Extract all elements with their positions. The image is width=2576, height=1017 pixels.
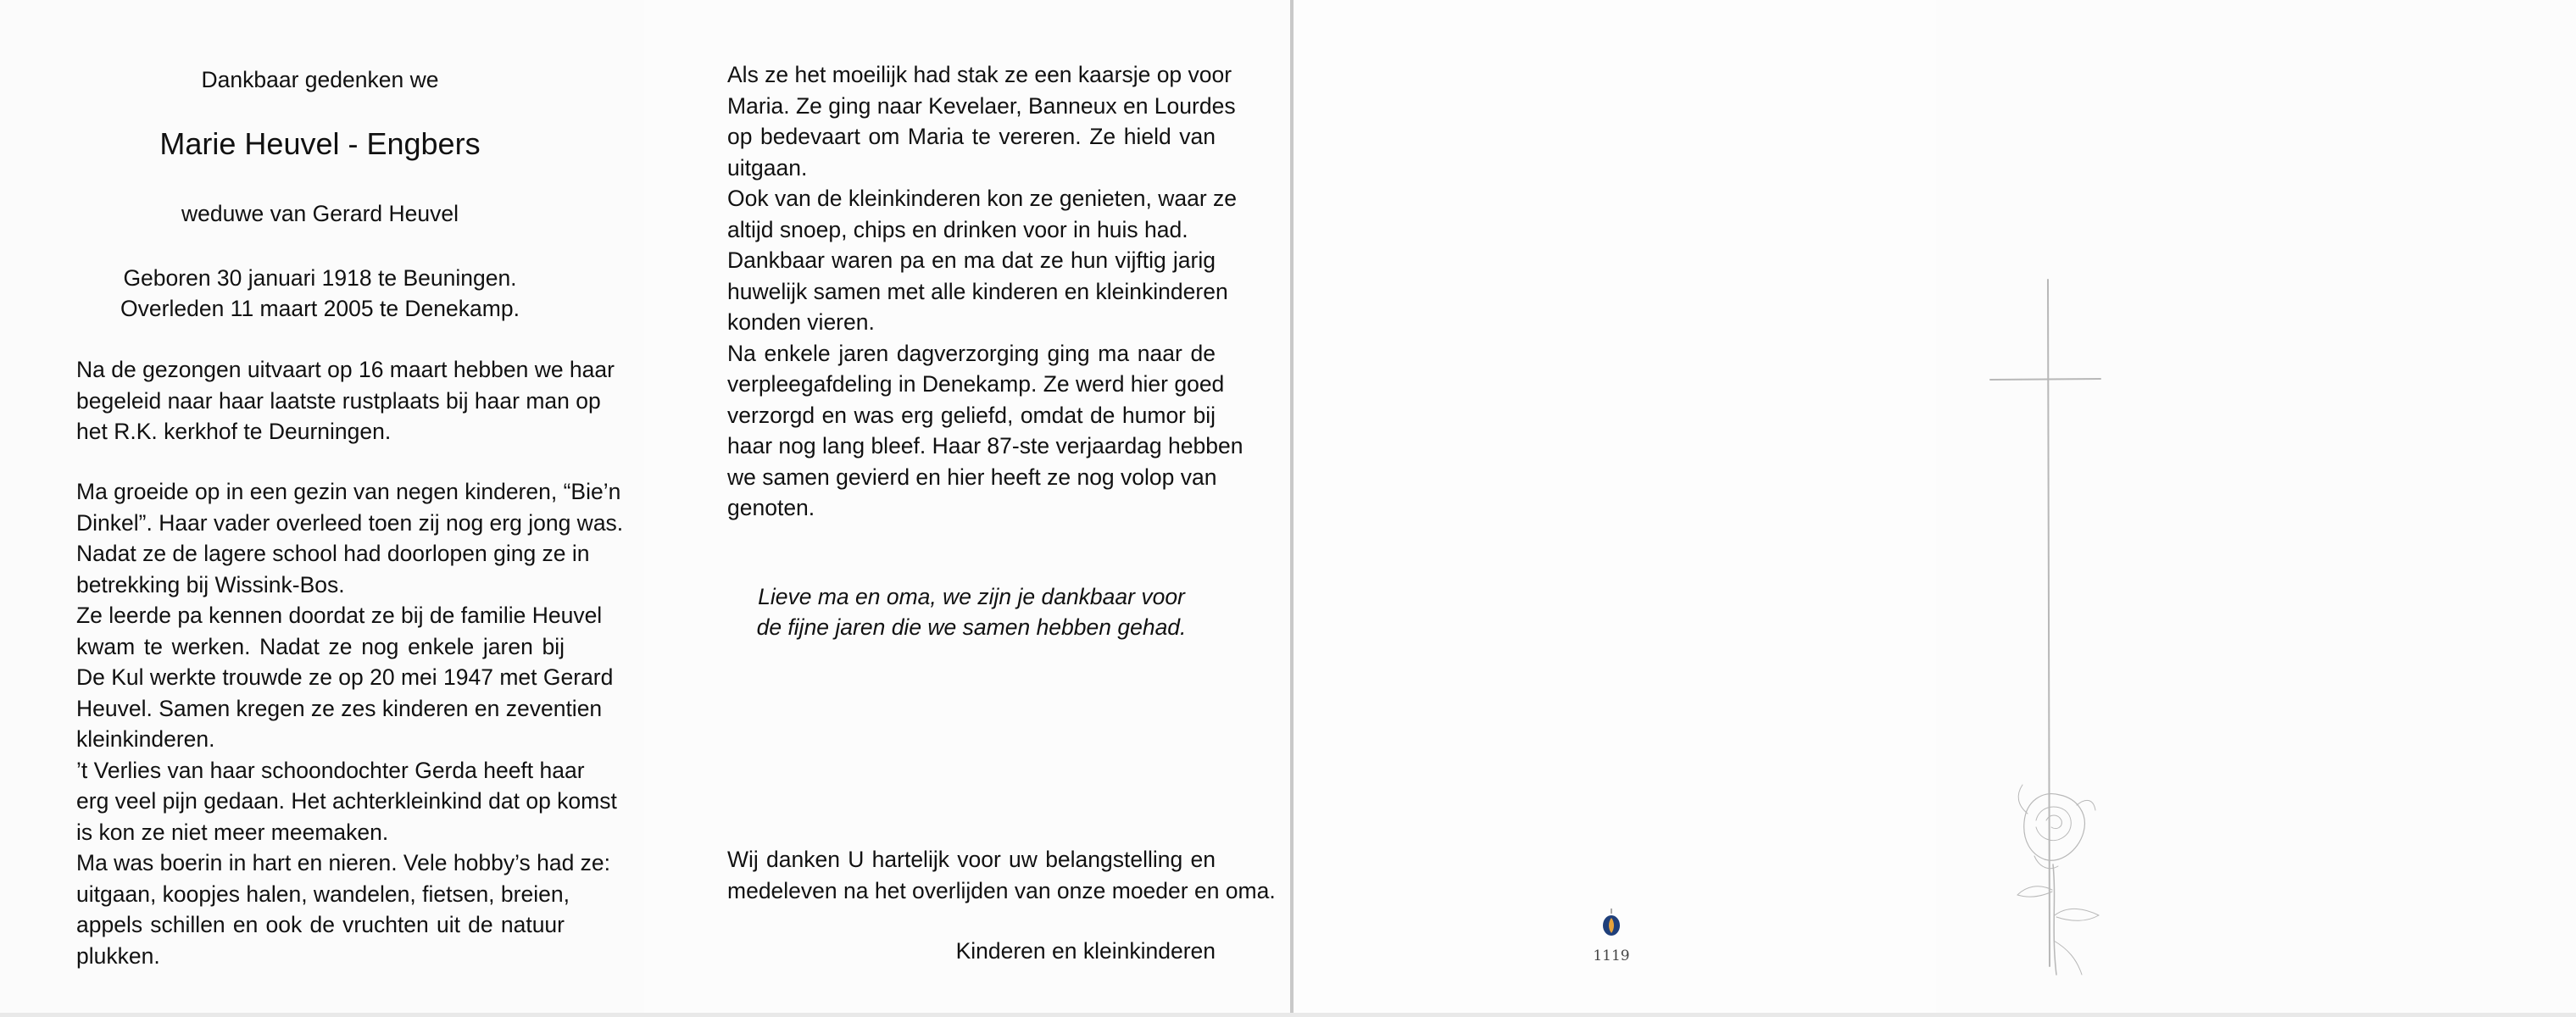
text-line: verpleegafdeling in Denekamp. Ze werd hier goed [727, 371, 1225, 397]
signature-text: Kinderen en kleinkinderen [955, 938, 1216, 964]
text-line: Na de gezongen uitvaart op 16 maart hebben we haar [76, 357, 615, 382]
text-line: appels schillen en ook de vruchten uit de natuur [76, 912, 565, 937]
text-line: Maria. Ze ging naar Kevelaer, Banneux en Lourdes [727, 92, 1236, 119]
memorial-quote-line-2: de fijne jaren die we samen hebben gehad. [756, 614, 1187, 640]
thanks-paragraph [727, 844, 1276, 906]
text-line: het R.K. kerkhof te Deurningen. [76, 419, 392, 444]
middle-story-paragraph [727, 59, 1243, 524]
text-line: Ook van de kleinkinderen kon ze genieten, waar ze [727, 186, 1238, 211]
widow-of-text: weduwe van Gerard Heuvel [181, 201, 459, 226]
death-text: Overleden 11 maart 2005 te Denekamp. [120, 296, 520, 321]
text-line: konden vieren. [727, 309, 875, 335]
text-line: altijd snoep, chips en drinken voor in huis had. [727, 216, 1188, 242]
back-left-panel [1294, 0, 1936, 1013]
intro-text: Dankbaar gedenken we [201, 67, 439, 92]
text-line: genoten. [727, 495, 815, 520]
text-line: Nadat ze de lagere school had doorlopen ging ze in [76, 541, 590, 566]
text-line: De Kul werkte trouwde ze op 20 mei 1947 met Gerard [76, 664, 614, 690]
text-line: erg veel pijn gedaan. Het achterkleinkind dat op komst [76, 788, 617, 814]
text-line: Ze leerde pa kennen doordat ze bij de familie Heuvel [76, 603, 603, 628]
text-line: haar nog lang bleef. Haar 87-ste verjaardag hebben [727, 433, 1243, 458]
text-line: is kon ze niet meer meemaken. [76, 819, 389, 845]
text-line: Dankbaar waren pa en ma dat ze hun vijftig jarig [727, 247, 1216, 273]
print-number: 1119 [1593, 948, 1630, 964]
text-line: Dinkel”. Haar vader overleed toen zij nog erg jong was. [76, 509, 624, 536]
text-line: kleinkinderen. [76, 726, 215, 752]
text-line: we samen gevierd en hier heeft ze nog volop van [727, 464, 1217, 490]
text-line: kwam te werken. Nadat ze nog enkele jaren bij [76, 633, 565, 659]
birth-text: Geboren 30 januari 1918 te Beuningen. [123, 265, 517, 291]
text-line: betrekking bij Wissink-Bos. [76, 571, 345, 597]
printer-logo-icon [1599, 907, 1624, 941]
text-line: uitgaan. [727, 154, 808, 181]
text-line: medeleven na het overlijden van onze moeder en oma. [727, 877, 1276, 903]
text-line: ’t Verlies van haar schoondochter Gerda heeft haar [76, 757, 585, 783]
text-line: Als ze het moeilijk had stak ze een kaarsje op voor [727, 62, 1232, 87]
life-story-paragraph [76, 476, 624, 971]
text-line: Na enkele jaren dagverzorging ging ma naar de [727, 340, 1216, 366]
text-line: plukken. [76, 942, 160, 969]
text-line: begeleid naar haar laatste rustplaats bij haar man op [76, 387, 601, 414]
text-line: Wij danken U hartelijk voor uw belangstelling en [727, 847, 1216, 872]
funeral-paragraph [76, 354, 615, 447]
text-line: uitgaan, koopjes halen, wandelen, fietsen, breien, [76, 881, 570, 907]
text-line: op bedevaart om Maria te vereren. Ze hield van [727, 124, 1216, 149]
deceased-name: Marie Heuvel - Engbers [159, 126, 481, 161]
text-line: verzorgd en was erg geliefd, omdat de humor bij [727, 402, 1216, 428]
text-line: Heuvel. Samen kregen ze zes kinderen en zeventien [76, 695, 603, 721]
text-line: huwelijk samen met alle kinderen en kleinkinderen [727, 278, 1228, 304]
text-line: Ma was boerin in hart en nieren. Vele hobby’s had ze: [76, 850, 611, 875]
cross-with-rose-illustration [1975, 271, 2145, 1000]
text-line: Ma groeide op in een gezin van negen kinderen, “Bie’n [76, 479, 621, 504]
memorial-quote-line-1: Lieve ma en oma, we zijn je dankbaar voor [758, 584, 1185, 609]
